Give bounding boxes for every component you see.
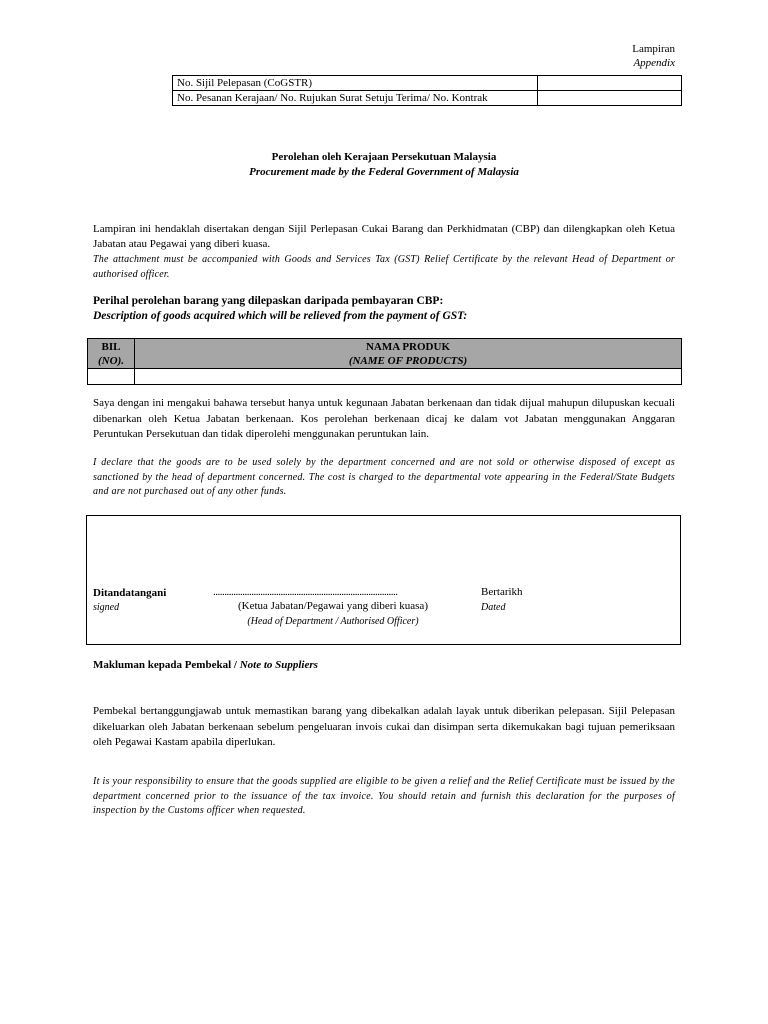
column-header-product-name (135, 339, 682, 369)
table-row (173, 76, 682, 91)
product-name-cell[interactable] (135, 369, 682, 385)
goods-description-ms: Perihal perolehan barang yang dilepaskan daripada pembayaran CBP: (93, 295, 444, 307)
dated-label: Bertarikh (481, 586, 523, 598)
product-table (87, 338, 682, 385)
table-row (173, 91, 682, 106)
signed-label-en: signed (93, 602, 120, 613)
column-header-no-en: (NO). (98, 354, 124, 367)
document-title (0, 150, 768, 180)
intro-paragraph (93, 222, 675, 282)
document-title-en: Procurement made by the Federal Government of Malaysia (249, 166, 519, 178)
document-title-ms: Perolehan oleh Kerajaan Persekutuan Malaysia (271, 151, 497, 163)
appendix-label-ms: Lampiran (632, 43, 675, 55)
certificate-number-field[interactable] (538, 76, 682, 91)
signatory-title: (Ketua Jabatan/Pegawai yang diberi kuasa) (238, 600, 428, 612)
column-header-product-name-ms: NAMA PRODUK (365, 340, 451, 353)
dated-label-en: Dated (481, 602, 506, 613)
supplier-note-heading-en: Note to Suppliers (239, 659, 318, 671)
table-header-row (88, 339, 682, 369)
table-row (88, 369, 682, 385)
certificate-number-label: No. Sijil Pelepasan (CoGSTR) (173, 76, 538, 91)
supplier-note-ms: Pembekal bertanggungjawab untuk memastikan barang yang dibekalkan adalah layak untuk diberikan pelepasan. Sijil Pelepasan dikeluarkan oleh Jabatan berkenaan sebelum pengeluaran invois cukai dan disimpan serta dikemukakan bagi tujuan pemeriksaan oleh Pegawai Kastam apabila diperlukan. (93, 705, 675, 748)
signature-line[interactable]: .................................................................................. (213, 586, 398, 598)
appendix-label-en: Appendix (633, 57, 675, 69)
goods-description-heading (93, 294, 467, 324)
declaration-text-en: I declare that the goods are to be used solely by the department concerned and are not sold or otherwise disposed of except as sanctioned by the head of department concerned. The cost is charged to the departmental vote appearing in the Federal/State Budgets and are not purchased out of any other funds. (93, 457, 675, 497)
appendix-label (632, 42, 675, 70)
signed-label: Ditandatangani (93, 587, 167, 599)
product-no-cell[interactable] (88, 369, 135, 385)
column-header-product-name-en: (NAME OF PRODUCTS) (348, 354, 468, 367)
order-number-field[interactable] (538, 91, 682, 106)
column-header-no (88, 339, 135, 369)
supplier-note-heading-ms: Makluman kepada Pembekal / (93, 659, 240, 671)
column-header-no-ms: BIL (101, 340, 121, 353)
declaration-text-ms: Saya dengan ini mengakui bahawa tersebut hanya untuk kegunaan Jabatan berkenaan dan tidak dijual mahupun dilupuskan kecuali dibenarkan oleh Ketua Jabatan berkenaan. Kos perolehan berkenaan dicaj ke dalam vot Jabatan menggunakan Anggaran Peruntukan Persekutuan dan tidak diperolehi menggunakan peruntukan lain. (93, 397, 675, 440)
supplier-note-en: It is your responsibility to ensure that the goods supplied are eligible to be given a relief and the Relief Certificate must be issued by the department concerned prior to the issuance of the tax invoice. You should retain and furnish this declaration for the purposes of inspection by the Customs officer when requested. (93, 776, 675, 816)
goods-description-en: Description of goods acquired which will be relieved from the payment of GST: (93, 310, 468, 322)
order-number-label: No. Pesanan Kerajaan/ No. Rujukan Surat Setuju Terima/ No. Kontrak (173, 91, 538, 106)
intro-text-en: The attachment must be accompanied with Goods and Services Tax (GST) Relief Certificate by the relevant Head of Department or authorised officer. (93, 254, 675, 280)
intro-text-ms: Lampiran ini hendaklah disertakan dengan Sijil Perlepasan Cukai Barang dan Perkhidmatan (CBP) dan dilengkapkan oleh Ketua Jabatan atau Pegawai yang diberi kuasa. (93, 223, 675, 250)
reference-table (172, 75, 682, 106)
signatory-title-en: (Head of Department / Authorised Officer) (247, 616, 419, 627)
supplier-note-heading (93, 659, 318, 671)
